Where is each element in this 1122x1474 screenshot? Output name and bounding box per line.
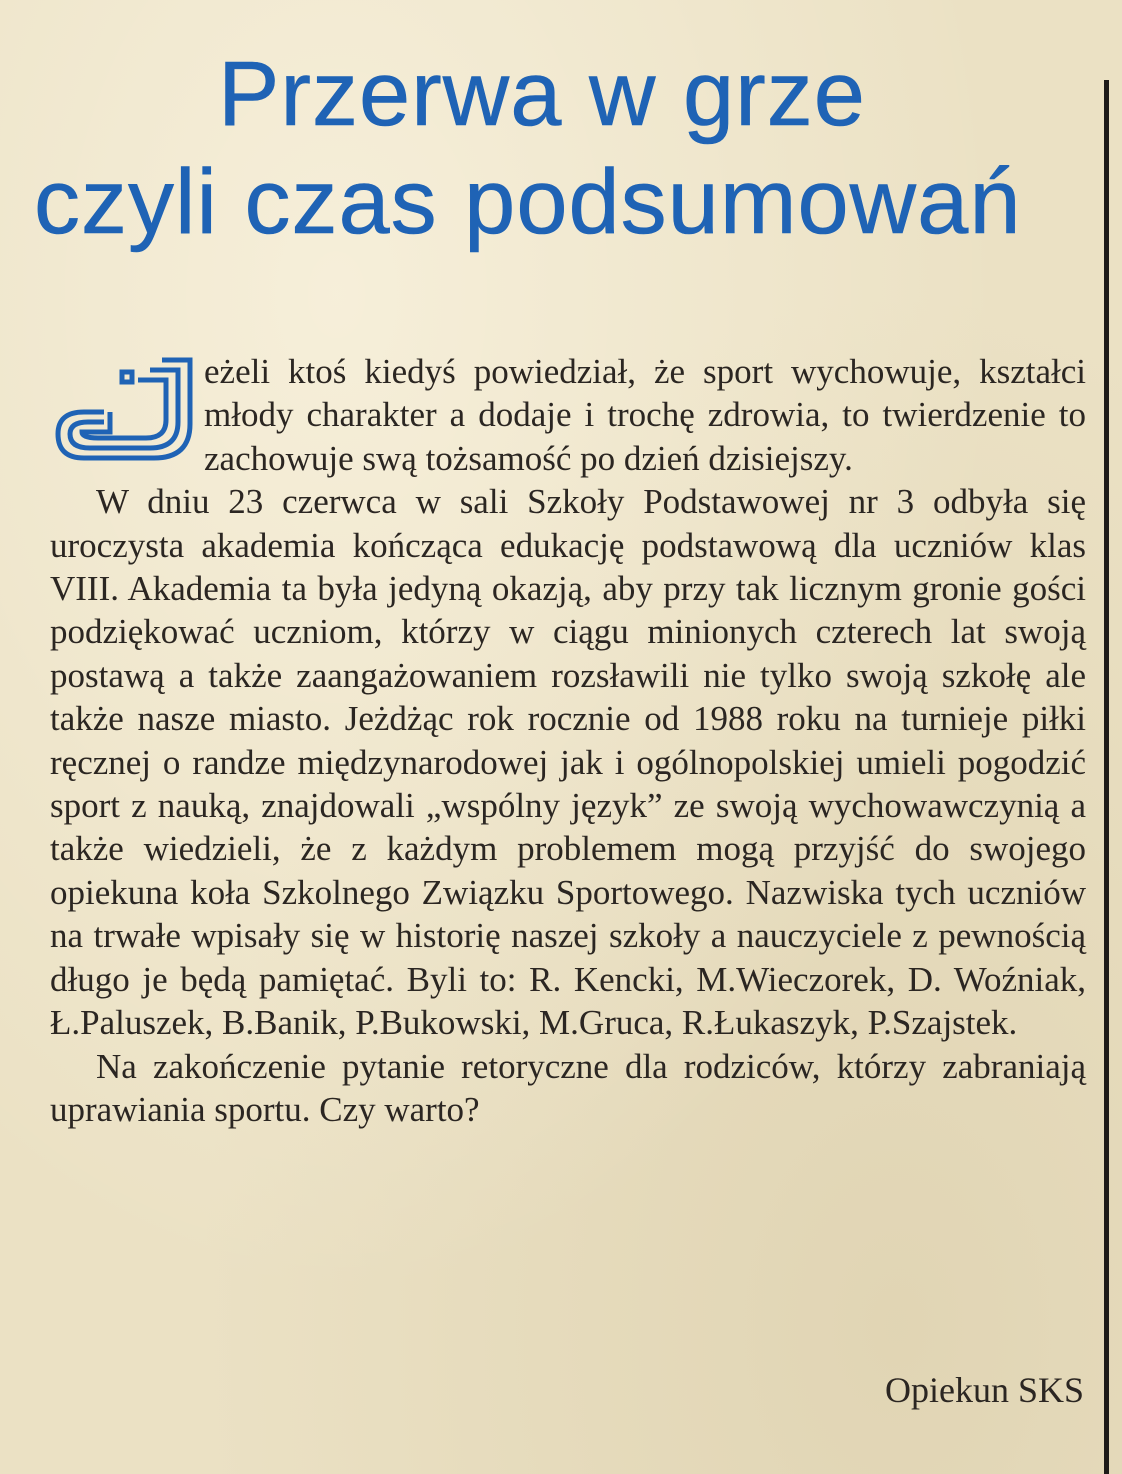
headline-line-1: Przerwa w grze — [218, 43, 866, 145]
paragraph-2: W dniu 23 czerwca w sali Szkoły Podstawowej nr 3 odbyła się uroczysta akademia kończąca edukację podstawową dla uczniów klas VIII. Akademia ta była jedyną okazją, aby przy tak licznym gronie gości podziękować uczniom, którzy w ciągu minionych czterech lat swoją postawą a także zaangażowaniem rozsławili nie tylko swoją szkołę ale także nasze miasto. Jeżdżąc rok rocznie od 1988 roku na turnieje piłki ręcznej o randze międzynarodowej jak i ogólnopolskiej umieli pogodzić sport z nauką, znajdowali „wspólny język” ze swoją wychowawczynią a także wiedzieli, że z każdym problemem mogą przyjść do swojego opiekuna koła Szkolnego Związku Sportowego. Nazwiska tych uczniów na trwałe wpisały się w historię naszej szkoły a nauczyciele z pewnością długo je będą pamiętać. Byli to: R. Kencki, M.Wieczorek, D. Woźniak, Ł.Paluszek, B.Banik, P.Bukowski, M.Gruca, R.Łukaszyk, P.Szajstek. — [50, 482, 1086, 1043]
signature: Opiekun SKS — [884, 1370, 1084, 1410]
headline — [0, 40, 1104, 256]
column-divider — [1104, 80, 1109, 1474]
paragraph-1: eżeli ktoś kiedyś powiedział, że sport wychowuje, kształci młody charakter a dodaje i trochę zdrowia, to twierdzenie to zachowuje swą tożsamość po dzień dzisiejszy. — [204, 352, 1086, 478]
headline-line-2: czyli czas podsumowań — [34, 151, 1022, 253]
article-body — [50, 350, 1086, 1131]
paragraph-3: Na zakończenie pytanie retoryczne dla rodziców, którzy zabraniają uprawiania sportu. Czy warto? — [50, 1046, 1086, 1129]
decorative-letter-j-icon — [50, 354, 200, 474]
